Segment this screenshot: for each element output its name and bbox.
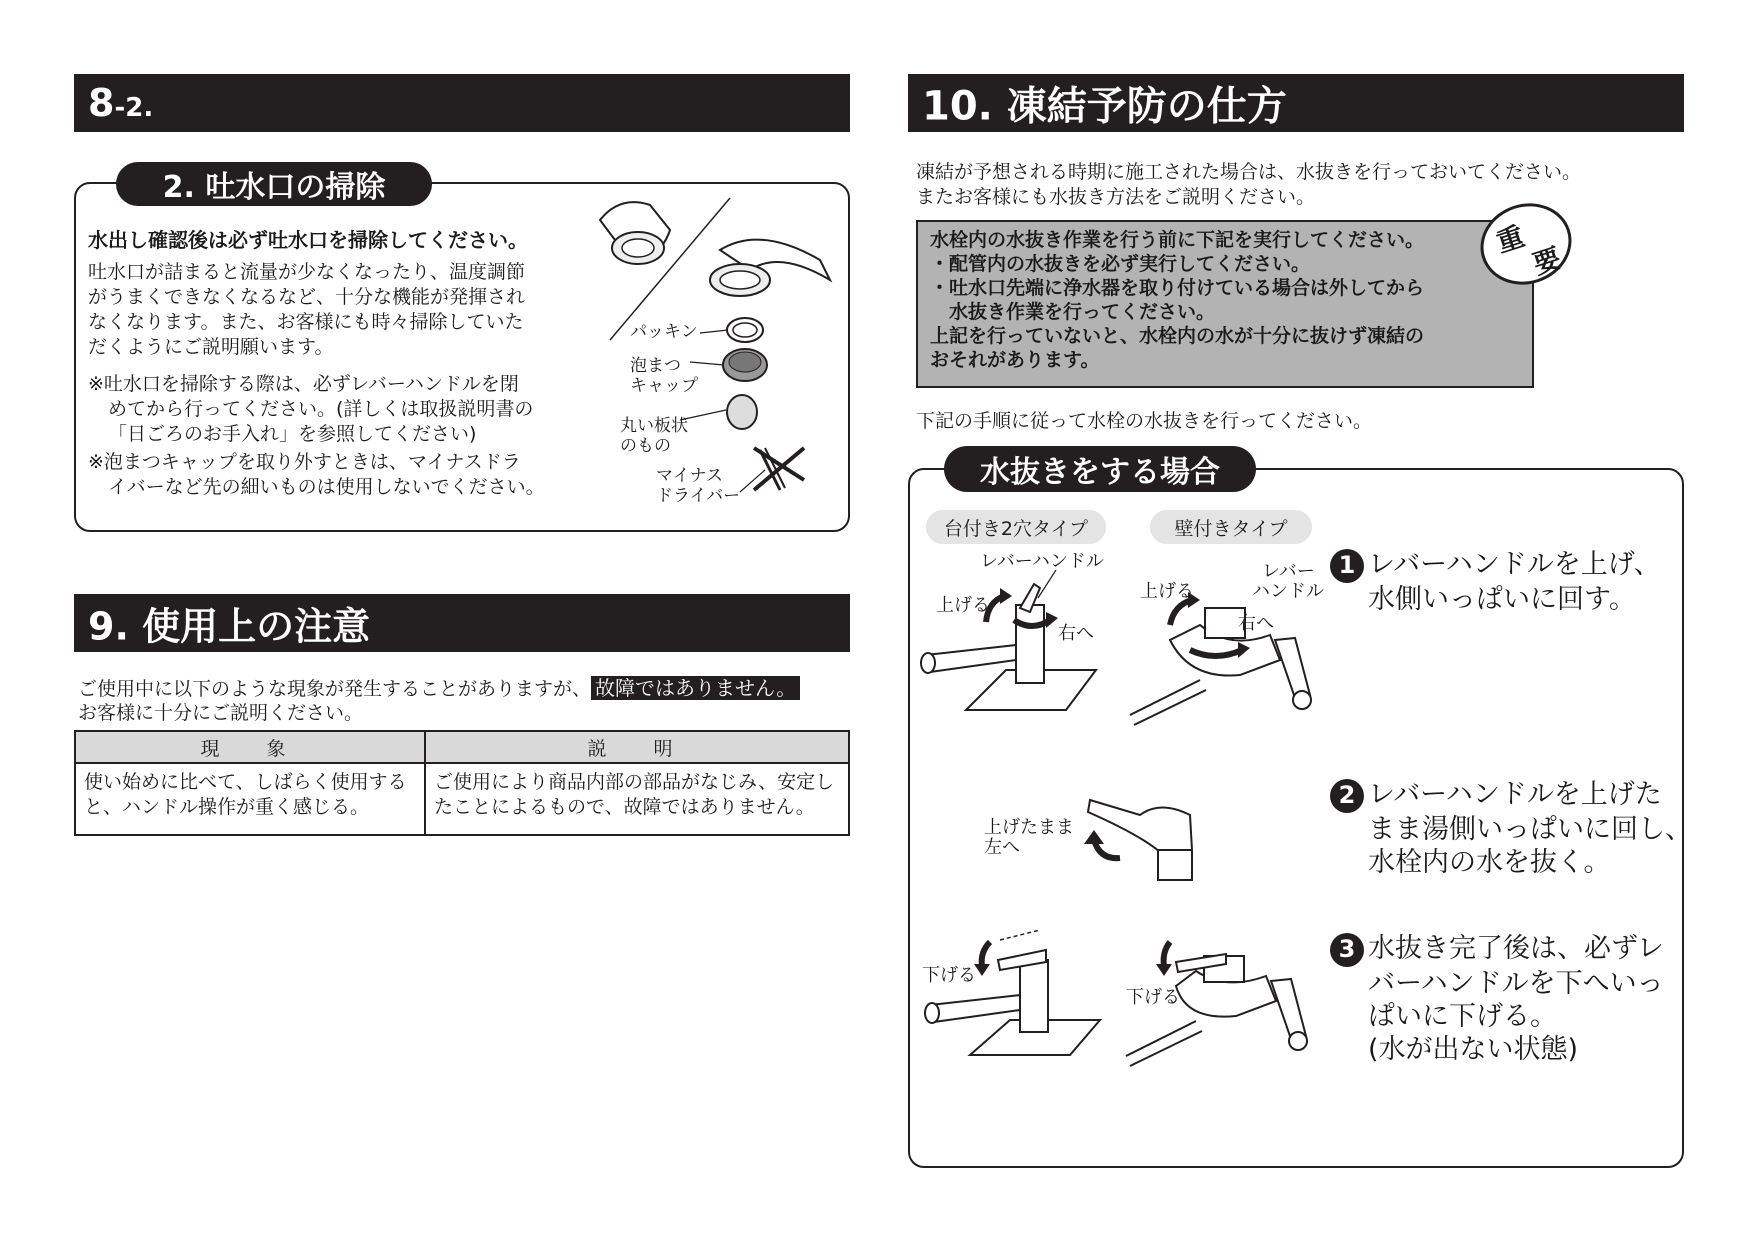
section-9-title: 9. 使用上の注意 [88, 604, 371, 649]
label-packing: パッキン [630, 322, 698, 342]
label-round-plate: 丸い板状 のもの [620, 416, 688, 456]
symptom-cell: 使い始めに比べて、しばらく使用する と、ハンドル操作が重く感じる。 [75, 763, 425, 835]
label-raise-wall: 上げる [1140, 581, 1194, 602]
wall-faucet-lever-up-illustration [1130, 580, 1330, 740]
label-lower-deck: 下げる [922, 965, 976, 986]
cleaning-body: 吐水口が詰まると流量が少なくなったり、温度調節 がうまくできなくなるなど、十分な機能が発揮され なくなります。また、お客様にも時々掃除していた だくようにご説明願います。 [88, 261, 526, 358]
step-2-number: 2 [1330, 779, 1364, 813]
faucet-cleaning-title: 2. 吐水口の掃除 [116, 162, 432, 206]
section-8-header [74, 74, 850, 132]
label-aerator-cap: 泡まつ キャップ [630, 356, 698, 396]
section-10-title: 10. 凍結予防の仕方 [922, 83, 1287, 130]
important-badge: 重 要 [1470, 192, 1582, 297]
table-row [75, 763, 849, 835]
label-raise-deck: 上げる [936, 595, 990, 616]
label-lever-wall: レバー ハンドル [1252, 561, 1324, 602]
procedure-intro: 下記の手順に従って水栓の水抜きを行ってください。 [916, 410, 1373, 432]
step-2: 2 レバーハンドルを上げた まま湯側いっぱいに回し、 水栓内の水を抜く。 [1330, 778, 1692, 879]
table-header-symptom: 現 象 [75, 731, 425, 763]
label-keep-raised-left: 上げたまま 左へ [984, 817, 1074, 858]
explanation-cell: ご使用により商品内部の部品がなじみ、安定し たことによるもので、故障ではありません。 [425, 763, 849, 835]
aerator-illustration [590, 190, 840, 510]
lever-turn-left-illustration [1080, 780, 1230, 880]
cleaning-note-2: ※泡まつキャップを取り外すときは、マイナスドラ イバーなど先の細いものは使用しないでください。 [88, 451, 545, 498]
label-lever-handle-deck: レバーハンドル [980, 551, 1104, 572]
symptom-table [74, 730, 850, 836]
label-lower-wall: 下げる [1126, 987, 1180, 1008]
section-9-header [74, 594, 850, 652]
type-wall-mounted: 壁付きタイプ [1150, 510, 1312, 544]
label-screwdriver: マイナス ドライバー [656, 466, 741, 506]
step-3: 3 水抜き完了後は、必ずレ バーハンドルを下へいっ ぱいに下げる。 (水が出ない状態) [1330, 932, 1664, 1066]
deck-faucet-lever-down-illustration [920, 930, 1110, 1080]
not-malfunction-highlight: 故障ではありません。 [591, 676, 800, 700]
label-right-deck: 右へ [1058, 623, 1094, 644]
step-1-number: 1 [1330, 549, 1364, 583]
step-3-number: 3 [1330, 933, 1364, 967]
important-warning-box: 水栓内の水抜き作業を行う前に下記を実行してください。 ・配管内の水抜きを必ず実行してください。 ・吐水口先端に浄水器を取り付けている場合は外してから 水抜き作業を行ってください。 上記を行っていないと、水栓内の水が十分に抜けず凍結の おそれがあります。 [916, 220, 1534, 388]
deck-faucet-lever-up-illustration [916, 560, 1106, 735]
type-deck-mounted: 台付き2穴タイプ [926, 510, 1106, 544]
drain-procedure-title: 水抜きをする場合 [944, 446, 1256, 492]
label-right-wall: 右へ [1238, 613, 1274, 634]
section-8-subtitle: -2. [114, 93, 154, 123]
freeze-intro: 凍結が予想される時期に施工された場合は、水抜きを行っておいてください。 またお客様にも水抜き方法をご説明ください。 [916, 161, 1582, 208]
cleaning-note-1: ※吐水口を掃除する際は、必ずレバーハンドルを閉 めてから行ってください。(詳しくは取扱説明書の 「日ごろのお手入れ」を参照してください) [88, 373, 534, 445]
table-header-explanation: 説 明 [425, 731, 849, 763]
usage-intro: ご使用中に以下のような現象が発生することがありますが、 故障ではありません。 お客様に十分にご説明ください。 [78, 676, 800, 725]
step-1: 1 レバーハンドルを上げ、 水側いっぱいに回す。 [1330, 548, 1661, 616]
cleaning-lead: 水出し確認後は必ず吐水口を掃除してください。 [88, 228, 528, 252]
section-8-title: 8 [88, 81, 115, 125]
section-10-header [908, 74, 1684, 132]
